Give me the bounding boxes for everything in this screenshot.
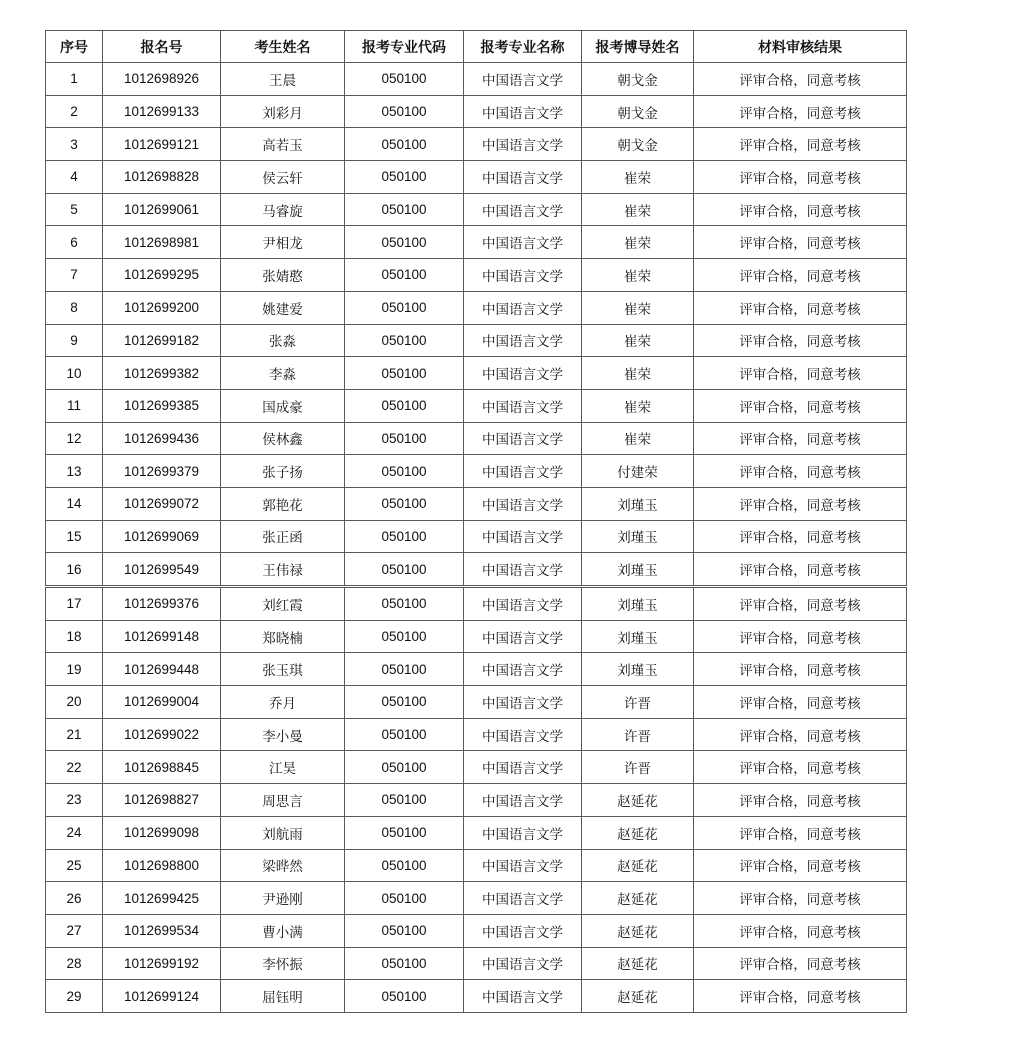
cell-review-result: 评审合格，同意考核 [694,63,907,96]
cell-major-code: 050100 [345,389,464,422]
cell-major-code: 050100 [345,422,464,455]
cell-major-name: 中国语言文学 [464,487,582,520]
cell-candidate-name: 李小曼 [221,718,345,751]
cell-supervisor-name: 朝戈金 [582,128,694,161]
cell-supervisor-name: 崔荣 [582,422,694,455]
cell-major-name: 中国语言文学 [464,95,582,128]
cell-seq: 4 [46,161,103,194]
cell-supervisor-name: 赵延花 [582,849,694,882]
header-supervisor-name: 报考博导姓名 [582,31,694,63]
cell-candidate-name: 张玉琪 [221,653,345,686]
cell-review-result: 评审合格，同意考核 [694,882,907,915]
cell-review-result: 评审合格，同意考核 [694,686,907,719]
cell-major-name: 中国语言文学 [464,553,582,587]
cell-registration-no: 1012699534 [103,914,221,947]
cell-candidate-name: 乔月 [221,686,345,719]
cell-registration-no: 1012699022 [103,718,221,751]
cell-candidate-name: 尹相龙 [221,226,345,259]
cell-registration-no: 1012698800 [103,849,221,882]
cell-supervisor-name: 崔荣 [582,161,694,194]
table-row [46,161,907,194]
cell-major-code: 050100 [345,520,464,553]
cell-review-result: 评审合格，同意考核 [694,193,907,226]
cell-review-result: 评审合格，同意考核 [694,95,907,128]
cell-candidate-name: 姚建爱 [221,291,345,324]
table-header [46,31,907,63]
cell-review-result: 评审合格，同意考核 [694,816,907,849]
cell-registration-no: 1012699448 [103,653,221,686]
cell-registration-no: 1012699121 [103,128,221,161]
table-row [46,553,907,587]
cell-seq: 12 [46,422,103,455]
cell-candidate-name: 曹小满 [221,914,345,947]
cell-major-name: 中国语言文学 [464,357,582,390]
cell-review-result: 评审合格，同意考核 [694,324,907,357]
cell-registration-no: 1012699382 [103,357,221,390]
cell-registration-no: 1012699061 [103,193,221,226]
cell-major-name: 中国语言文学 [464,259,582,292]
cell-major-code: 050100 [345,849,464,882]
cell-major-name: 中国语言文学 [464,751,582,784]
cell-major-name: 中国语言文学 [464,587,582,621]
cell-review-result: 评审合格，同意考核 [694,587,907,621]
cell-registration-no: 1012699425 [103,882,221,915]
cell-review-result: 评审合格，同意考核 [694,553,907,587]
cell-review-result: 评审合格，同意考核 [694,520,907,553]
cell-registration-no: 1012699549 [103,553,221,587]
cell-seq: 15 [46,520,103,553]
cell-major-code: 050100 [345,487,464,520]
cell-candidate-name: 张正函 [221,520,345,553]
cell-supervisor-name: 许晋 [582,718,694,751]
header-seq: 序号 [46,31,103,63]
cell-review-result: 评审合格，同意考核 [694,751,907,784]
table-row [46,63,907,96]
cell-major-name: 中国语言文学 [464,389,582,422]
cell-candidate-name: 郑晓楠 [221,620,345,653]
cell-major-code: 050100 [345,161,464,194]
table-row [46,882,907,915]
cell-supervisor-name: 赵延花 [582,947,694,980]
cell-seq: 20 [46,686,103,719]
cell-review-result: 评审合格，同意考核 [694,357,907,390]
cell-major-name: 中国语言文学 [464,947,582,980]
cell-major-code: 050100 [345,718,464,751]
cell-candidate-name: 王伟禄 [221,553,345,587]
table-row [46,520,907,553]
cell-major-code: 050100 [345,63,464,96]
cell-major-name: 中国语言文学 [464,914,582,947]
cell-seq: 8 [46,291,103,324]
cell-seq: 2 [46,95,103,128]
cell-supervisor-name: 赵延花 [582,816,694,849]
cell-review-result: 评审合格，同意考核 [694,259,907,292]
cell-major-name: 中国语言文学 [464,193,582,226]
cell-registration-no: 1012699133 [103,95,221,128]
table-row [46,291,907,324]
cell-supervisor-name: 朝戈金 [582,95,694,128]
cell-candidate-name: 刘航雨 [221,816,345,849]
cell-supervisor-name: 刘瑾玉 [582,487,694,520]
cell-seq: 23 [46,784,103,817]
cell-major-code: 050100 [345,653,464,686]
cell-supervisor-name: 刘瑾玉 [582,653,694,686]
cell-review-result: 评审合格，同意考核 [694,620,907,653]
cell-major-name: 中国语言文学 [464,161,582,194]
cell-seq: 3 [46,128,103,161]
cell-review-result: 评审合格，同意考核 [694,389,907,422]
cell-supervisor-name: 崔荣 [582,193,694,226]
cell-major-name: 中国语言文学 [464,816,582,849]
cell-seq: 7 [46,259,103,292]
table-row [46,587,907,621]
cell-major-name: 中国语言文学 [464,226,582,259]
cell-registration-no: 1012699200 [103,291,221,324]
cell-supervisor-name: 刘瑾玉 [582,553,694,587]
cell-registration-no: 1012699004 [103,686,221,719]
cell-seq: 5 [46,193,103,226]
cell-review-result: 评审合格，同意考核 [694,422,907,455]
table-row [46,128,907,161]
cell-major-name: 中国语言文学 [464,980,582,1013]
header-major-name: 报考专业名称 [464,31,582,63]
cell-registration-no: 1012699376 [103,587,221,621]
cell-major-code: 050100 [345,357,464,390]
document-page [45,30,906,1013]
cell-major-code: 050100 [345,751,464,784]
cell-major-code: 050100 [345,259,464,292]
cell-major-code: 050100 [345,816,464,849]
cell-registration-no: 1012699069 [103,520,221,553]
cell-supervisor-name: 崔荣 [582,389,694,422]
cell-supervisor-name: 许晋 [582,751,694,784]
cell-major-code: 050100 [345,620,464,653]
cell-major-code: 050100 [345,914,464,947]
cell-seq: 22 [46,751,103,784]
header-candidate-name: 考生姓名 [221,31,345,63]
table-row [46,784,907,817]
cell-seq: 13 [46,455,103,488]
cell-seq: 11 [46,389,103,422]
cell-supervisor-name: 崔荣 [582,291,694,324]
cell-candidate-name: 侯云轩 [221,161,345,194]
cell-candidate-name: 张淼 [221,324,345,357]
cell-candidate-name: 周思言 [221,784,345,817]
cell-candidate-name: 张婧憨 [221,259,345,292]
cell-seq: 14 [46,487,103,520]
cell-registration-no: 1012699385 [103,389,221,422]
cell-candidate-name: 屈钰明 [221,980,345,1013]
cell-registration-no: 1012699436 [103,422,221,455]
cell-major-code: 050100 [345,128,464,161]
cell-registration-no: 1012699148 [103,620,221,653]
cell-candidate-name: 高若玉 [221,128,345,161]
cell-review-result: 评审合格，同意考核 [694,849,907,882]
cell-registration-no: 1012698926 [103,63,221,96]
cell-major-code: 050100 [345,587,464,621]
table-row [46,193,907,226]
table-row [46,751,907,784]
cell-major-code: 050100 [345,947,464,980]
cell-supervisor-name: 赵延花 [582,882,694,915]
cell-major-name: 中国语言文学 [464,849,582,882]
cell-review-result: 评审合格，同意考核 [694,487,907,520]
cell-seq: 26 [46,882,103,915]
cell-review-result: 评审合格，同意考核 [694,718,907,751]
cell-review-result: 评审合格，同意考核 [694,980,907,1013]
cell-review-result: 评审合格，同意考核 [694,784,907,817]
cell-review-result: 评审合格，同意考核 [694,226,907,259]
cell-supervisor-name: 赵延花 [582,914,694,947]
table-row [46,226,907,259]
table-row [46,914,907,947]
cell-seq: 19 [46,653,103,686]
cell-candidate-name: 张子扬 [221,455,345,488]
table-row [46,389,907,422]
cell-seq: 6 [46,226,103,259]
cell-candidate-name: 马睿旋 [221,193,345,226]
cell-major-code: 050100 [345,686,464,719]
table-row [46,422,907,455]
cell-seq: 25 [46,849,103,882]
cell-registration-no: 1012698827 [103,784,221,817]
cell-major-name: 中国语言文学 [464,455,582,488]
cell-review-result: 评审合格，同意考核 [694,947,907,980]
cell-review-result: 评审合格，同意考核 [694,128,907,161]
cell-major-code: 050100 [345,291,464,324]
cell-major-name: 中国语言文学 [464,422,582,455]
cell-major-name: 中国语言文学 [464,653,582,686]
cell-major-code: 050100 [345,553,464,587]
cell-supervisor-name: 刘瑾玉 [582,587,694,621]
cell-supervisor-name: 刘瑾玉 [582,520,694,553]
cell-major-name: 中国语言文学 [464,324,582,357]
header-registration-no: 报名号 [103,31,221,63]
cell-review-result: 评审合格，同意考核 [694,291,907,324]
table-row [46,620,907,653]
header-row [46,31,907,63]
cell-registration-no: 1012698845 [103,751,221,784]
table-row [46,455,907,488]
cell-registration-no: 1012698828 [103,161,221,194]
cell-candidate-name: 江昊 [221,751,345,784]
cell-major-name: 中国语言文学 [464,784,582,817]
cell-major-code: 050100 [345,455,464,488]
cell-candidate-name: 刘彩月 [221,95,345,128]
cell-registration-no: 1012699192 [103,947,221,980]
cell-major-code: 050100 [345,226,464,259]
table-row [46,357,907,390]
cell-supervisor-name: 赵延花 [582,980,694,1013]
cell-seq: 21 [46,718,103,751]
cell-seq: 16 [46,553,103,587]
cell-supervisor-name: 崔荣 [582,226,694,259]
cell-candidate-name: 侯林鑫 [221,422,345,455]
cell-seq: 17 [46,587,103,621]
cell-seq: 27 [46,914,103,947]
cell-registration-no: 1012699072 [103,487,221,520]
table-row [46,816,907,849]
cell-candidate-name: 李淼 [221,357,345,390]
review-results-table [45,30,907,1013]
cell-review-result: 评审合格，同意考核 [694,161,907,194]
table-row [46,686,907,719]
table-row [46,849,907,882]
cell-major-name: 中国语言文学 [464,882,582,915]
cell-seq: 29 [46,980,103,1013]
cell-seq: 28 [46,947,103,980]
cell-candidate-name: 梁晔然 [221,849,345,882]
cell-seq: 24 [46,816,103,849]
cell-supervisor-name: 崔荣 [582,259,694,292]
cell-candidate-name: 尹逊刚 [221,882,345,915]
cell-supervisor-name: 付建荣 [582,455,694,488]
cell-review-result: 评审合格，同意考核 [694,914,907,947]
cell-registration-no: 1012699379 [103,455,221,488]
cell-major-name: 中国语言文学 [464,718,582,751]
cell-candidate-name: 郭艳花 [221,487,345,520]
cell-candidate-name: 李怀振 [221,947,345,980]
cell-seq: 18 [46,620,103,653]
cell-major-name: 中国语言文学 [464,686,582,719]
table-row [46,947,907,980]
table-row [46,95,907,128]
cell-candidate-name: 刘红霞 [221,587,345,621]
cell-review-result: 评审合格，同意考核 [694,653,907,686]
header-major-code: 报考专业代码 [345,31,464,63]
cell-supervisor-name: 刘瑾玉 [582,620,694,653]
table-row [46,980,907,1013]
cell-major-name: 中国语言文学 [464,620,582,653]
cell-registration-no: 1012699295 [103,259,221,292]
cell-major-code: 050100 [345,95,464,128]
cell-major-code: 050100 [345,193,464,226]
table-row [46,653,907,686]
cell-registration-no: 1012698981 [103,226,221,259]
cell-supervisor-name: 朝戈金 [582,63,694,96]
table-body [46,63,907,1013]
cell-registration-no: 1012699098 [103,816,221,849]
cell-seq: 10 [46,357,103,390]
table-row [46,718,907,751]
cell-supervisor-name: 崔荣 [582,357,694,390]
cell-candidate-name: 国成豪 [221,389,345,422]
cell-review-result: 评审合格，同意考核 [694,455,907,488]
cell-major-code: 050100 [345,784,464,817]
cell-major-name: 中国语言文学 [464,128,582,161]
cell-major-name: 中国语言文学 [464,291,582,324]
cell-supervisor-name: 崔荣 [582,324,694,357]
cell-candidate-name: 王晨 [221,63,345,96]
cell-seq: 1 [46,63,103,96]
table-row [46,259,907,292]
cell-supervisor-name: 许晋 [582,686,694,719]
cell-major-code: 050100 [345,980,464,1013]
cell-major-code: 050100 [345,882,464,915]
cell-major-code: 050100 [345,324,464,357]
cell-registration-no: 1012699182 [103,324,221,357]
cell-seq: 9 [46,324,103,357]
cell-supervisor-name: 赵延花 [582,784,694,817]
cell-major-name: 中国语言文学 [464,520,582,553]
header-review-result: 材料审核结果 [694,31,907,63]
table-row [46,487,907,520]
cell-registration-no: 1012699124 [103,980,221,1013]
cell-major-name: 中国语言文学 [464,63,582,96]
table-row [46,324,907,357]
